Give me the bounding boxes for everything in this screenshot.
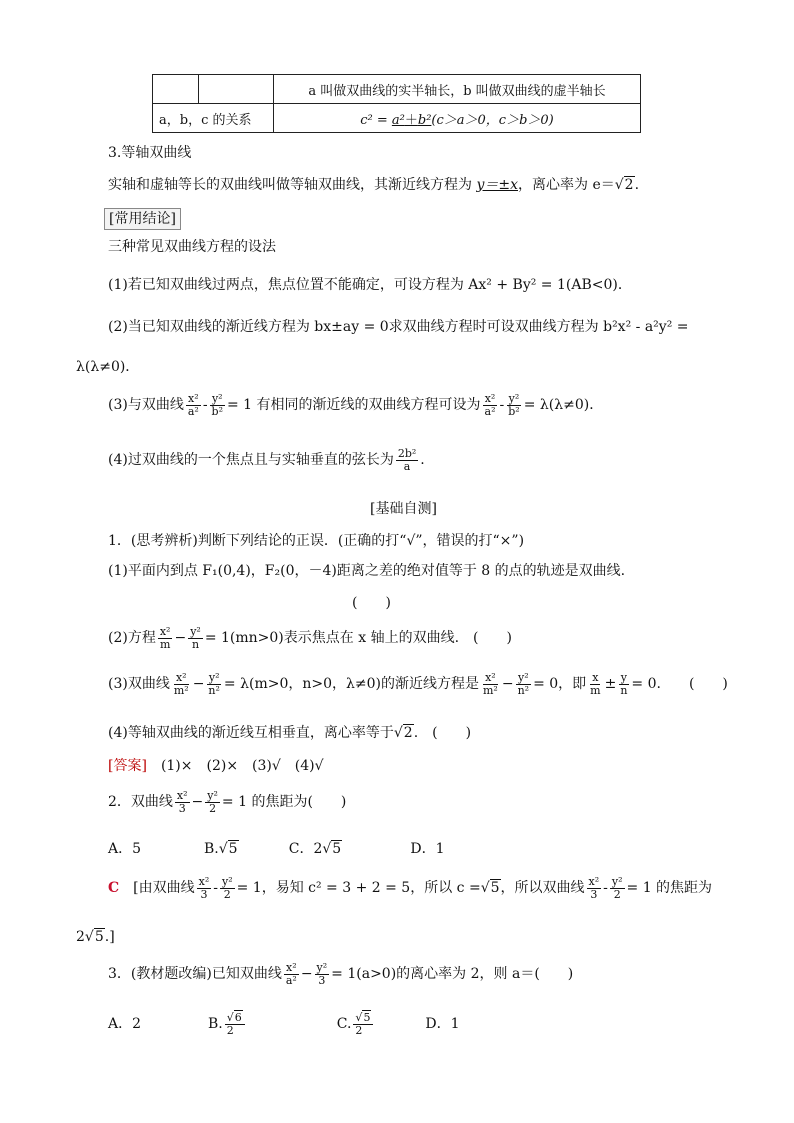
table-cell (199, 75, 274, 104)
cell-text: b² (417, 112, 432, 128)
question-3: 3．(教材题改编)已知双曲线 $\frac{\text{x²}}{\text{a²}}$ − $\frac{\text{y²}}{3}$ = 1(a>0)的离心率为 2，则 a＝( ) (108, 961, 574, 987)
table-cell (274, 104, 641, 133)
q1-item-3: (3)双曲线 $\frac{\text{x²}}{\text{m²}}$ − $\frac{\text{y²}}{\text{n²}}$ = λ(m>0，n>0，λ≠0)的渐近线方程是 $\frac{\text{x²}}{\text{m²}}$ − $\frac{\text{y²}}{\text{n²}}$ = 0，即 $\frac{x}{m}$ ± $\frac{y}{n}$ = 0. ( ) (108, 671, 728, 697)
table-cell (274, 75, 641, 104)
answer-line: [答案] (1)× (2)× (3)√ (4)√ (108, 758, 324, 774)
conclusion-line-4: (4)过双曲线的一个焦点且与实轴垂直的弦长为 $\frac{\text{2b²}}{a}$ . (108, 447, 425, 473)
conclusion-tag: [常用结论] (104, 212, 181, 226)
text: y＝±x (476, 177, 518, 193)
conclusion-line-3: (3)与双曲线 $\frac{\text{x²}}{\text{a²}}$ - $\frac{\text{y²}}{\text{b²}}$ = 1 有相同的渐近线的双曲线方程可设为 $\frac{\text{x²}}{\text{a²}}$ - $\frac{\text{y²}}{\text{b²}}$ = λ(λ≠0)． (108, 392, 604, 418)
conclusion-title: 三种常见双曲线方程的设法 (108, 239, 276, 255)
q2-options: A．5 B.√ 5 C．2√ 5 D．1 (108, 842, 445, 856)
text: ，离心率为 e＝ (518, 177, 615, 193)
selftest-title: [基础自测] (370, 501, 437, 517)
q1-item-1-paren: ( ) (352, 595, 391, 611)
q1-item-2: (2)方程 $\frac{\text{x²}}{m}$ − $\frac{\text{y²}}{n}$ = 1(mn>0)表示焦点在 x 轴上的双曲线. ( ) (108, 625, 512, 651)
cell-text: a 叫做双曲线的实半轴长，b 叫做双曲线的虚半轴长 (308, 83, 606, 99)
cell-text: c² = (360, 112, 392, 128)
q3-options: A．2 B. √ $\frac{6}{2}$ C. √ $\frac{5}{2}$ D．1 (108, 1012, 460, 1036)
cell-text: ＋ (404, 112, 418, 128)
q1-item-4: (4)等轴双曲线的渐近线互相垂直，离心率等于√ 2. ( ) (108, 726, 471, 740)
conclusion-line-2a: (2)当已知双曲线的渐近线方程为 bx±ay = 0求双曲线方程时可设双曲线方程为 b²x² - a²y² = (108, 319, 689, 335)
table-cell (153, 104, 274, 133)
question-2: 2．双曲线 $\frac{\text{x²}}{3}$ − $\frac{\text{y²}}{2}$ = 1 的焦距为( ) (108, 789, 347, 815)
cell-text: a² (391, 112, 405, 128)
cell-text: (c＞a＞0，c＞b＞0) (431, 112, 554, 128)
table-cell (153, 75, 199, 104)
paragraph (108, 178, 639, 192)
conclusion-line-2b: λ(λ≠0)． (76, 359, 140, 375)
sqrt: √ 2 (615, 176, 635, 193)
text: 实轴和虚轴等长的双曲线叫做等轴双曲线，其渐近线方程为 (108, 177, 477, 193)
q1-item-1: (1)平面内到点 F₁(0,4)，F₂(0，－4)距离之差的绝对值等于 8 的点的轨迹是双曲线. (108, 563, 626, 579)
question-1: 1．(思考辨析)判断下列结论的正误．(正确的打“√”，错误的打“×”) (108, 533, 525, 549)
text: . (634, 177, 640, 193)
q2-solution-end: 2√ 5.] (76, 930, 115, 944)
q2-solution: C [由双曲线 $\frac{\text{x²}}{3}$ - $\frac{\text{y²}}{2}$ = 1，易知 c² = 3 + 2 = 5，所以 c =√ 5，所以双曲线 $\frac{\text{x²}}{3}$ - $\frac{\text{y²}}{2}$ = 1 的焦距为 (108, 876, 712, 900)
section-title: 3.等轴双曲线 (108, 145, 192, 161)
relation-table (152, 74, 641, 133)
conclusion-line-1: (1)若已知双曲线过两点，焦点位置不能确定，可设方程为 Ax² + By² = 1(AB<0)． (108, 277, 632, 293)
cell-text: a，b，c 的关系 (159, 112, 252, 128)
